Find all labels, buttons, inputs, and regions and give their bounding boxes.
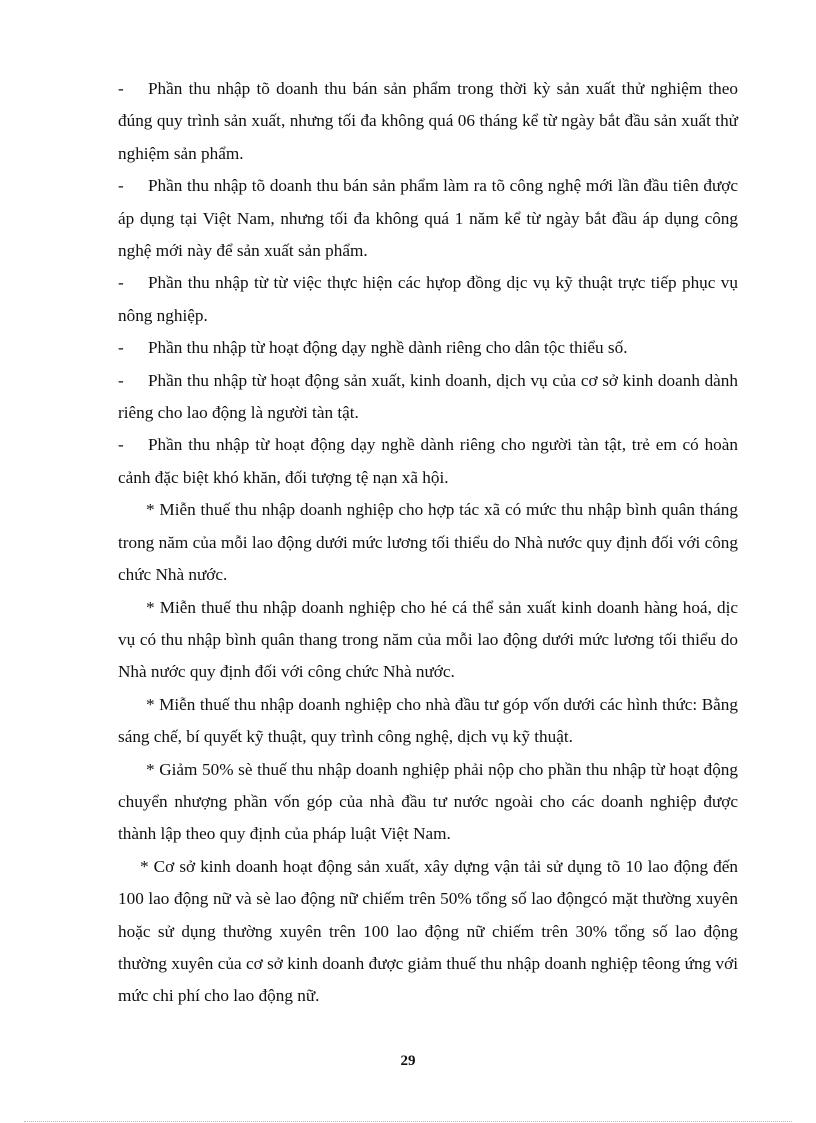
bullet-paragraph xyxy=(118,267,738,332)
star-paragraph: * Cơ sở kinh doanh hoạt động sản xuất, xây dựng vận tải sử dụng tõ 10 lao động đến 100 lao động nữ và sè lao động nữ chiếm trên 50% tổng số lao độngcó mặt thường xuyên hoặc sử dụng thường xuyên trên 100 lao động nữ chiếm trên 30% tổng số lao động thường xuyên của cơ sở kinh doanh được giảm thuế thu nhập doanh nghiệp têong ứng với mức chi phí cho lao động nữ. xyxy=(118,856,738,1006)
bullet-text: Phần thu nhập từ hoạt động dạy nghề dành riêng cho người tàn tật, trẻ em có hoàn cảnh đặc biệt khó khăn, đối tượng tệ nạn xã hội. xyxy=(118,435,738,487)
bullet-text: Phần thu nhập tõ doanh thu bán sản phẩm trong thời kỳ sản xuất thử nghiệm theo đúng quy trình sản xuất, nhưng tối đa không quá 06 tháng kể từ ngày bắt đầu sản xuất thử nghiệm sản phẩm. xyxy=(118,79,738,163)
footer-dotted-rule xyxy=(24,1121,792,1122)
bullet-dash: - xyxy=(118,79,124,98)
page-number: 29 xyxy=(400,1053,416,1069)
star-paragraph: * Miễn thuế thu nhập doanh nghiệp cho nhà đầu tư góp vốn dưới các hình thức: Bằng sáng chế, bí quyết kỹ thuật, quy trình công nghệ, dịch vụ kỹ thuật. xyxy=(118,694,738,747)
star-paragraph: * Giảm 50% sè thuế thu nhập doanh nghiệp phải nộp cho phần thu nhập từ hoạt động chuyển nhượng phần vốn góp của nhà đầu tư nước ngoài cho các doanh nghiệp được thành lập theo quy định của pháp luật Việt Nam. xyxy=(118,759,738,844)
bullet-text: Phần thu nhập từ từ việc thực hiện các hựop đồng dịc vụ kỹ thuật trực tiếp phục vụ nông nghiệp. xyxy=(118,273,738,325)
bullet-dash: - xyxy=(118,370,124,390)
bullet-dash: - xyxy=(118,176,124,196)
bullet-paragraph xyxy=(118,170,738,267)
bullet-text: Phần thu nhập tõ doanh thu bán sản phẩm làm ra tõ công nghệ mới lần đầu tiên được áp dụng tại Việt Nam, nhưng tối đa không quá 1 năm kể từ ngày bắt đầu áp dụng công nghệ mới này để sản xuất sản phẩm. xyxy=(118,176,738,261)
bullet-paragraph xyxy=(118,73,738,170)
bullet-dash: - xyxy=(118,338,124,358)
bullet-paragraph xyxy=(118,365,738,430)
page-body xyxy=(118,73,738,1013)
bullet-paragraph xyxy=(118,429,738,494)
bullet-text: Phần thu nhập từ hoạt động dạy nghề dành riêng cho dân tộc thiểu số. xyxy=(148,338,628,358)
bullet-paragraph xyxy=(118,332,738,364)
bullet-text: Phần thu nhập từ hoạt động sản xuất, kinh doanh, dịch vụ của cơ sở kinh doanh dành riêng cho lao động là người tàn tật. xyxy=(118,370,738,423)
star-paragraph: * Miễn thuế thu nhập doanh nghiệp cho hợp tác xã có mức thu nhập bình quân tháng trong năm của mỗi lao động dưới mức lương tối thiểu do Nhà nước quy định đối với công chức Nhà nước. xyxy=(118,500,738,585)
bullet-dash: - xyxy=(118,435,124,455)
bullet-dash: - xyxy=(118,273,124,293)
star-paragraph: * Miễn thuế thu nhập doanh nghiệp cho hé cá thể sản xuất kinh doanh hàng hoá, dịc vụ có thu nhập bình quân thang trong năm của mỗi lao động dưới mức lương tối thiểu do Nhà nước quy định đối với công chức Nhà nước. xyxy=(118,597,738,682)
